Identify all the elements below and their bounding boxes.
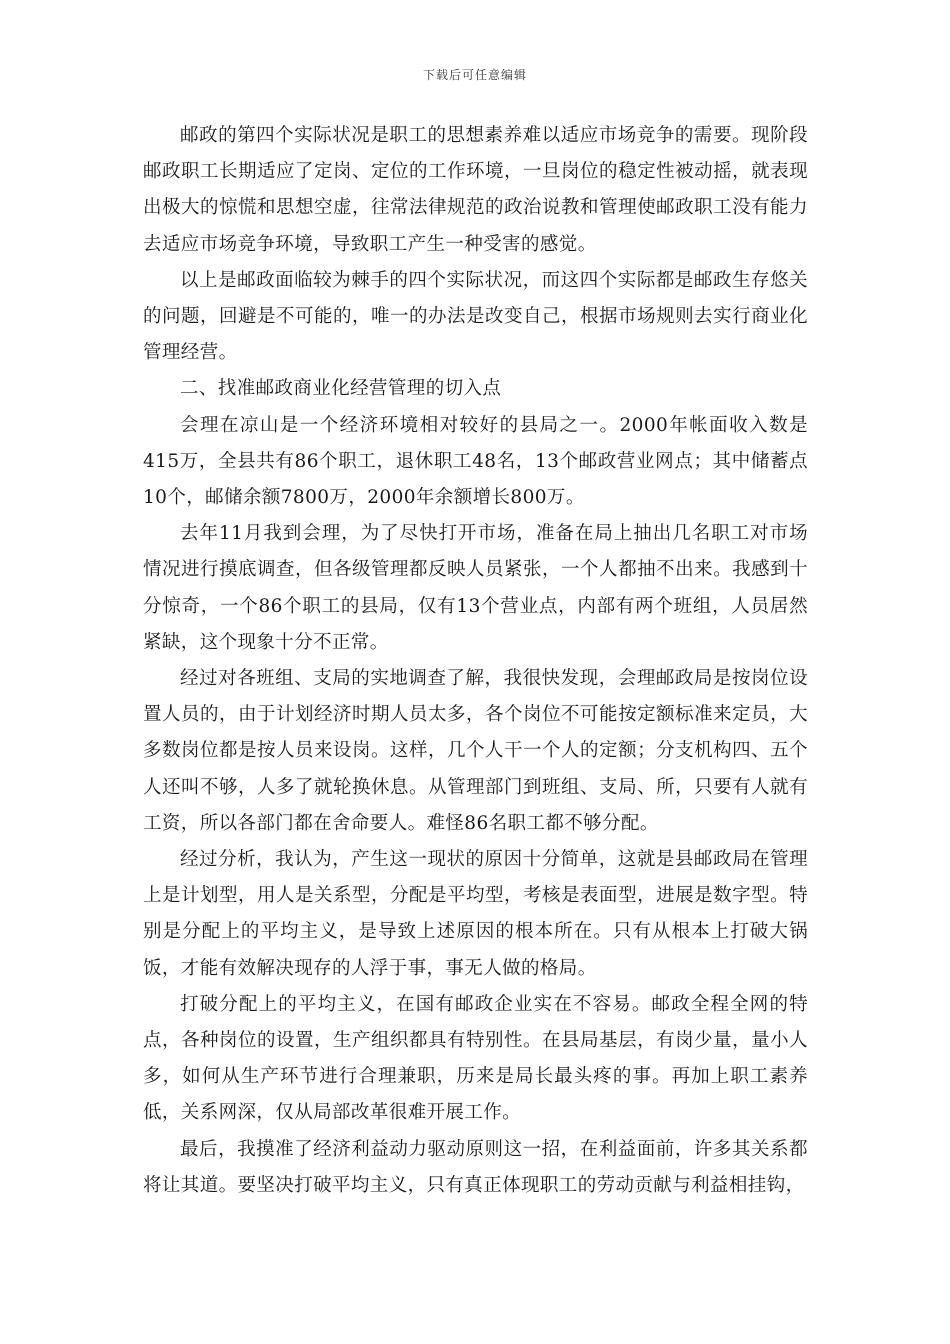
- paragraph: 会理在凉山是一个经济环境相对较好的县局之一。2000年帐面收入数是415万，全县共有86个职工，退休职工48名，13个邮政营业网点；其中储蓄点10个，邮储余额7800万，2000年余额增长800万。: [143, 414, 808, 509]
- section-heading: 二、找准邮政商业化经营管理的切入点: [180, 378, 502, 400]
- paragraph: 最后，我摸准了经济利益动力驱动原则这一招，在利益面前，许多其关系都将让其道。要坚决打破平均主义，只有真正体现职工的劳动贡献与利益相挂钩，: [143, 1138, 808, 1196]
- paragraph: 邮政的第四个实际状况是职工的思想素养难以适应市场竞争的需要。现阶段邮政职工长期适应了定岗、定位的工作环境，一旦岗位的稳定性被动摇，就表现出极大的惊慌和思想空虚，往常法律规范的政治说教和管理使邮政职工没有能力去适应市场竞争环境，导致职工产生一种受害的感觉。: [143, 125, 808, 255]
- paragraph: 去年11月我到会理，为了尽快打开市场，准备在局上抽出几名职工对市场情况进行摸底调查，但各级管理都反映人员紧张，一个人都抽不出来。我感到十分惊奇，一个86个职工的县局，仅有13个营业点，内部有两个班组，人员居然紧缺，这个现象十分不正常。: [143, 523, 808, 653]
- paragraph: 打破分配上的平均主义，在国有邮政企业实在不容易。邮政全程全网的特点，各种岗位的设置，生产组织都具有特别性。在县局基层，有岗少量，量小人多，如何从生产环节进行合理兼职，历来是局长最头疼的事。再加上职工素养低，关系网深，仅从局部改革很难开展工作。: [143, 993, 808, 1124]
- page-header-note: 下载后可任意编辑: [422, 68, 527, 82]
- paragraph: 经过对各班组、支局的实地调查了解，我很快发现，会理邮政局是按岗位设置人员的，由于计划经济时期人员太多，各个岗位不可能按定额标准来定员，大多数岗位都是按人员来设岗。这样，几个人干一个人的定额；分支机构四、五个人还叫不够，人多了就轮换休息。从管理部门到班组、支局、所，只要有人就有工资，所以各部门都在舍命要人。难怪86名职工都不够分配。: [143, 668, 808, 834]
- paragraph: 以上是邮政面临较为棘手的四个实际状况，而这四个实际都是邮政生存悠关的问题，回避是不可能的，唯一的办法是改变自己，根据市场规则去实行商业化管理经营。: [143, 269, 808, 364]
- paragraph: 经过分析，我认为，产生这一现状的原因十分简单，这就是县邮政局在管理上是计划型，用人是关系型，分配是平均型，考核是表面型，进展是数字型。特别是分配上的平均主义，是导致上述原因的根本所在。只有从根本上打破大锅饭，才能有效解决现存的人浮于事，事无人做的格局。: [143, 849, 808, 979]
- document-body: [143, 118, 808, 1204]
